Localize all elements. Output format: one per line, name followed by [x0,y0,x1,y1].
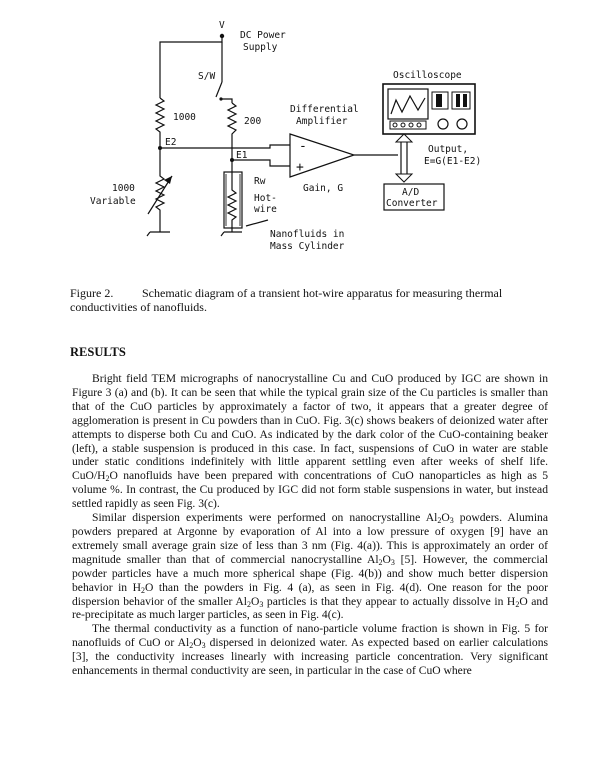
hot-wire [228,160,236,232]
resistor-200-label: 200 [244,116,262,127]
oscilloscope-label: Oscilloscope [393,70,462,81]
paragraph-3: The thermal conductivity as a function of nano-particle volume fraction is shown in Fig. 5 for nanofluids of CuO or $Al_2O_3$ dispersed in deionized water. As expected based on earlier calculations [3], the conductivity increases linearly with increasing particle concentration. Very significant enhancements in thermal conductivity are seen, in particular in the case of CuO where [72,622,548,678]
resistor-1000-label: 1000 [173,112,196,123]
amplifier-minus: - [299,139,307,154]
power-supply-label-2: Supply [243,42,278,53]
figure-caption-label: Figure 2. [70,286,114,300]
amplifier-label-1: Differential [290,104,359,115]
hot-wire-label-2: wire [254,204,277,215]
ad-converter-label-1: A/D [402,187,420,198]
switch-blade [216,82,222,97]
nanofluid-label-2: Mass Cylinder [270,241,345,252]
power-supply-label-1: DC Power [240,30,286,41]
nanofluid-pointer [246,220,268,226]
hot-wire-label-1: Hot- [254,193,277,204]
e1-label: E1 [236,150,248,161]
nanofluid-label-1: Nanofluids in [270,229,345,240]
right-branch-wire [221,99,232,103]
data-link-arrow [396,134,412,182]
results-body [72,372,548,678]
hot-wire-apparatus-schematic [0,0,612,270]
paragraph-2: Similar dispersion experiments were performed on nanocrystalline $Al_2O_3$ powders. Alumina powders prepared at Argonne by evaporation of Al into a low pressure of oxygen [9] have an extremely small average grain size of less than 3 nm (Fig. 4(a)). This is approximately an order of magnitude smaller than that of commercial nanocrystalline $Al_2O_3$ [5]. However, the commercial powder particles have a much more spherical shape (Fig. 4(b)) and show much better dispersion behavior in $H_2O$ than the powders in Fig. 4 (a), as seen in Fig. 4(d). One reason for the poor dispersion behavior of the smaller $Al_2O_3$ particles is that they appear to actually dissolve in $H_2O$ and re-precipitate as much larger particles, as seen in Fig. 4(c). [72,511,549,622]
ad-converter-label-2: Converter [386,198,438,209]
resistor-200 [228,103,236,160]
switch-label: S/W [198,71,216,82]
oscilloscope [383,84,475,134]
e2-wire [160,145,290,148]
amplifier-label-2: Amplifier [296,116,348,127]
rw-label: Rw [254,176,266,187]
left-branch-wire [160,36,222,98]
figure-caption-text: Schematic diagram of a transient hot-wire apparatus for measuring thermal conductivities of nanofluids. [70,286,503,314]
gain-label: Gain, G [303,183,344,194]
results-heading: RESULTS [70,345,126,359]
variable-resistor-label-2: Variable [90,196,136,207]
amplifier-plus: + [296,160,304,175]
figure-caption [70,286,550,314]
output-label-1: Output, [428,144,469,155]
variable-resistor-label-1: 1000 [112,183,135,194]
e2-label: E2 [165,137,177,148]
paragraph-1: Bright field TEM micrographs of nanocrystalline Cu and CuO produced by IGC are shown in Figure 3 (a) and (b). It can be seen that while the typical grain size of the Cu particles is smaller than that of the CuO particles by approximately a factor of two, it appears that a greater degree of agglomeration is present in Cu powders than in CuO. Fig. 3(c) shows beakers of deionized water after attempts to disperse both Cu and CuO. As indicated by the dark color of the CuO-containing beaker (left), a stable suspension is produced in this case. In fact, suspensions of CuO in water are stable under static conditions indefinitely with little apparent settling even after weeks of shelf life. CuO/$H_2O$ nanofluids have been prepared with concentrations of CuO nanoparticles as high as 5 volume %. In contrast, the Cu produced by IGC did not form stable suspensions in water, but instead settled rapidly as seen Fig. 3(c). [72,372,548,511]
resistor-1000 [156,98,164,148]
output-label-2: E=G(E1-E2) [424,156,482,167]
voltage-label: V [219,20,225,31]
